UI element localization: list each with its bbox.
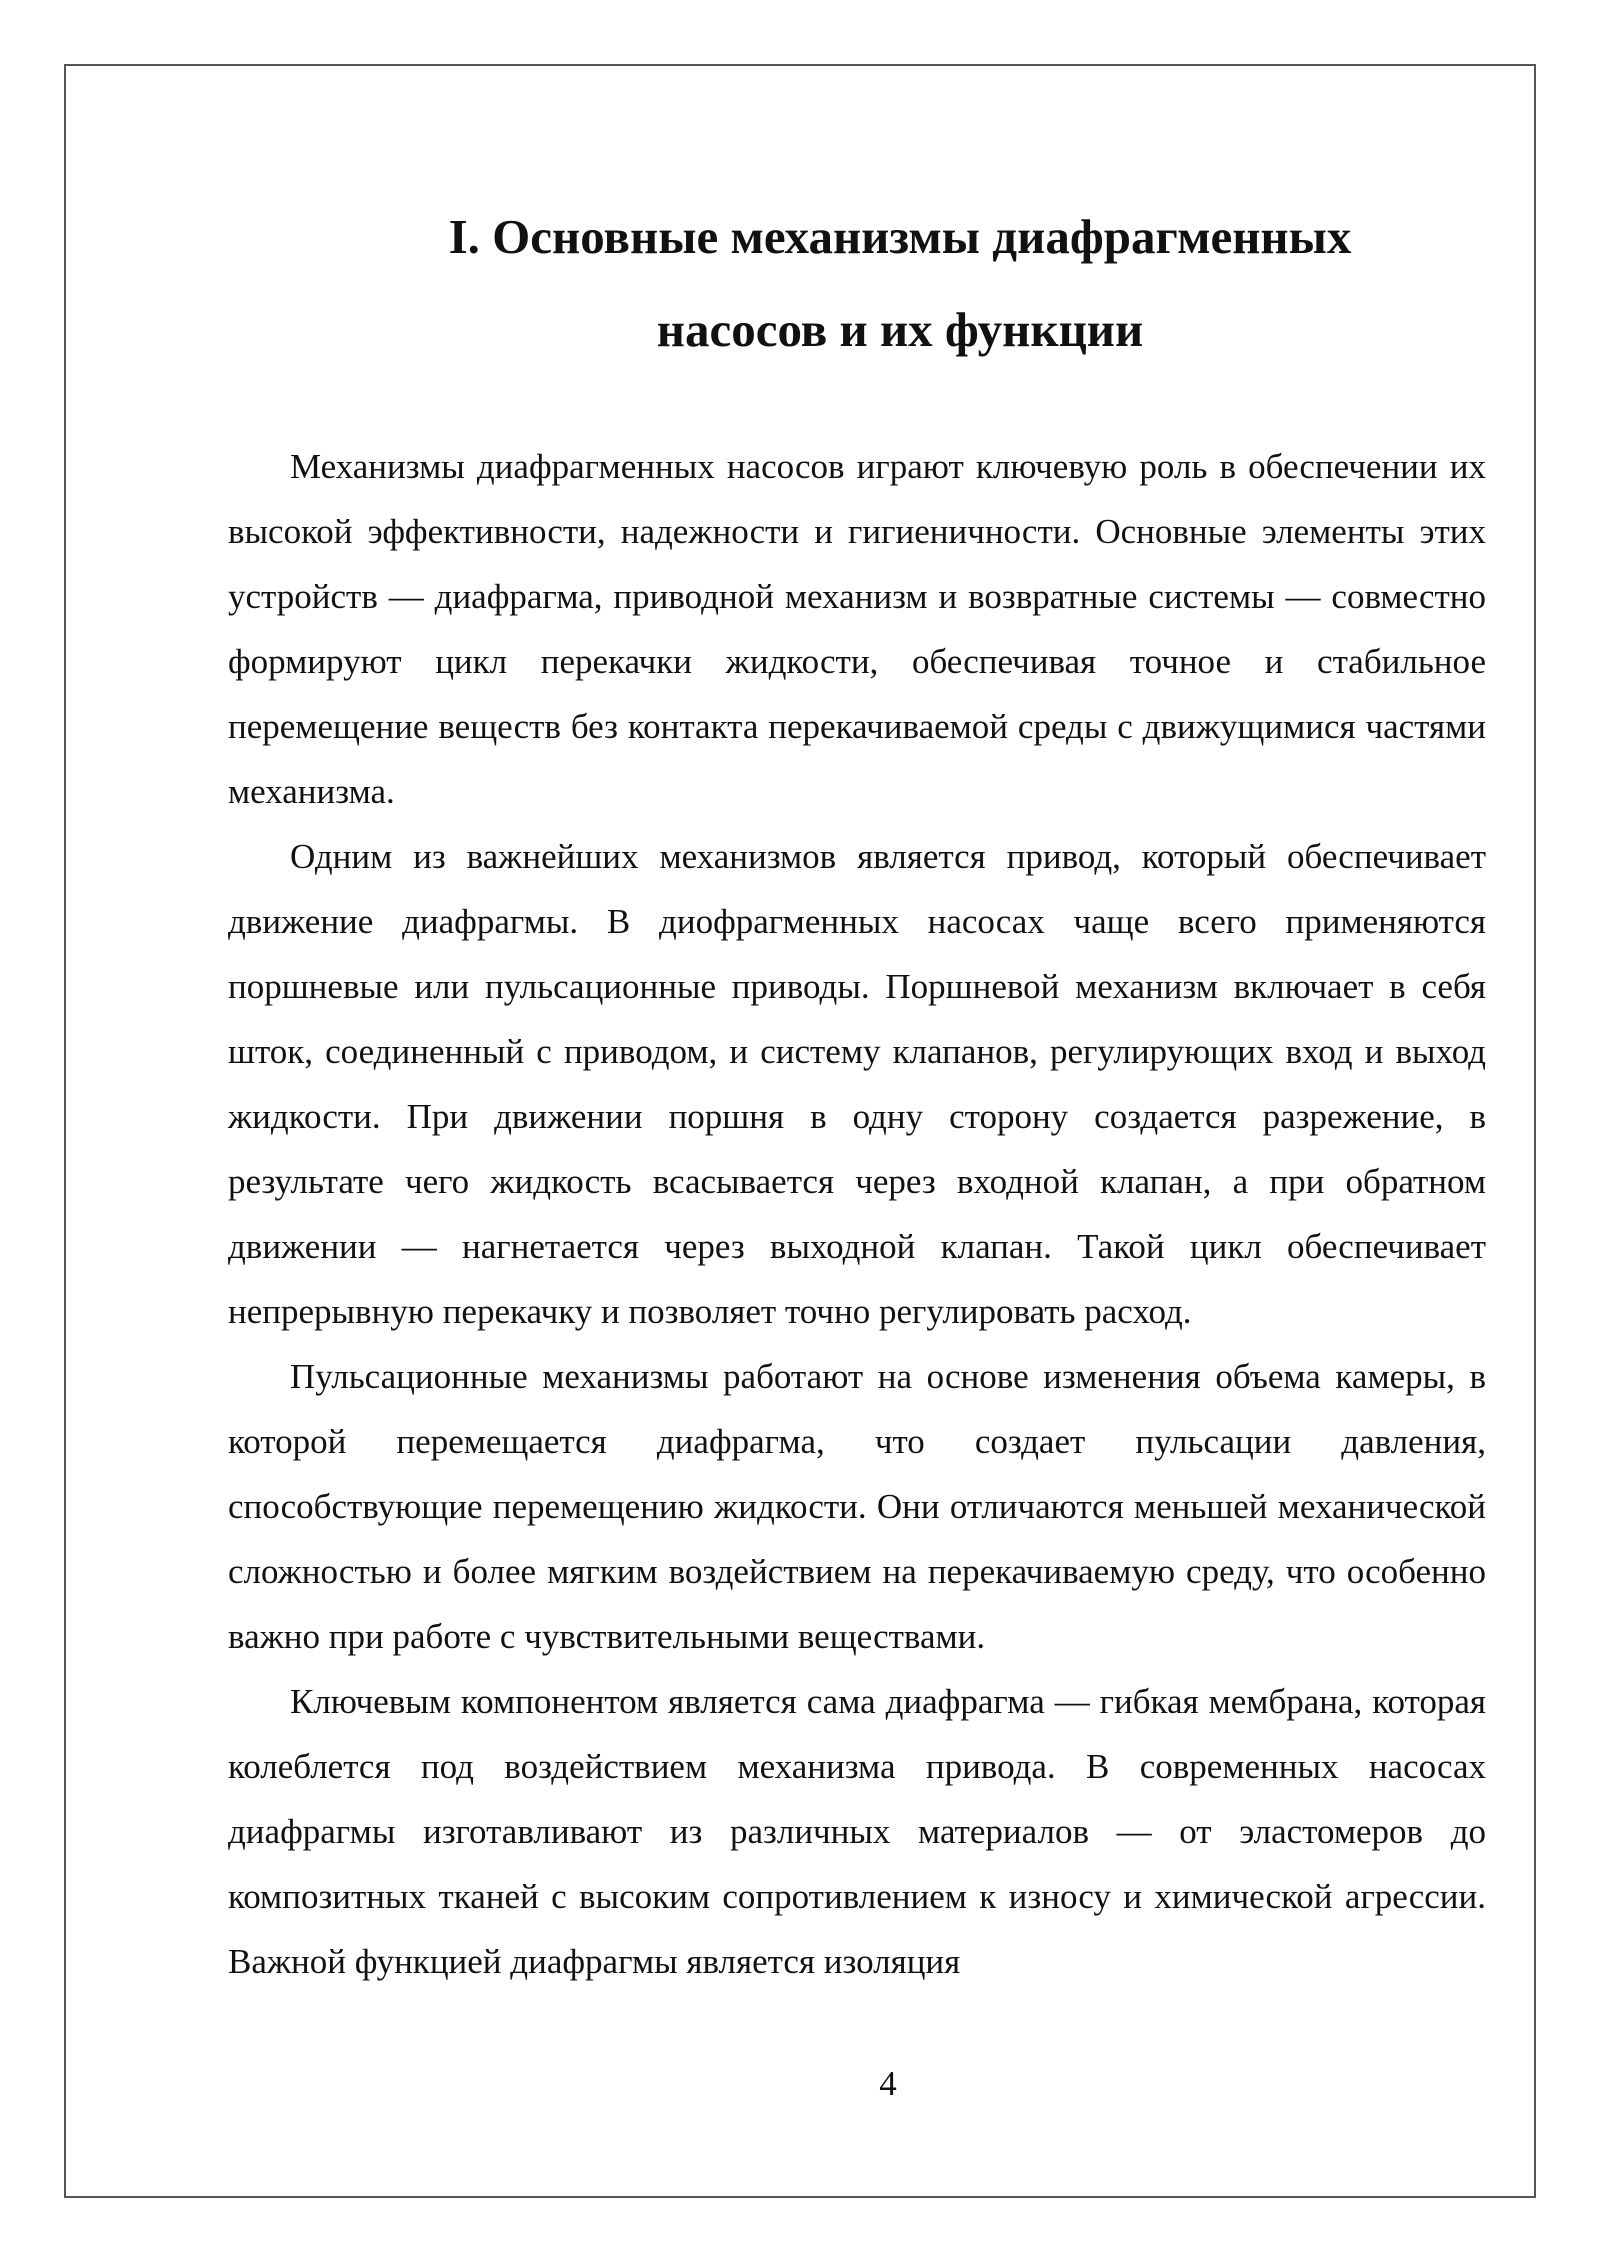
page-number: 4 bbox=[879, 2064, 897, 2103]
body-text bbox=[228, 434, 1486, 1994]
document-content bbox=[228, 190, 1486, 1994]
paragraph-2: Одним из важнейших механизмов является привод, который обеспечивает движение диафрагмы. В диофрагменных насосах чаще всего применяются поршневые или пульсационные приводы. Поршневой механизм включает в себя шток, соединенный с приводом, и систему клапанов, регулирующих вход и выход жидкости. При движении поршня в одну сторону создается разрежение, в результате чего жидкость всасывается через входной клапан, а при обратном движении — нагнетается через выходной клапан. Такой цикл обеспечивает непрерывную перекачку и позволяет точно регулировать расход. bbox=[228, 837, 1486, 1331]
heading-line-2: насосов и их функции bbox=[656, 302, 1144, 357]
section-heading bbox=[228, 190, 1486, 376]
paragraph-1: Механизмы диафрагменных насосов играют ключевую роль в обеспечении их высокой эффективности, надежности и гигиеничности. Основные элементы этих устройств — диафрагма, приводной механизм и возвратные системы — совместно формируют цикл перекачки жидкости, обеспечивая точное и стабильное перемещение веществ без контакта перекачиваемой среды с движущимися частями механизма. bbox=[228, 447, 1486, 811]
heading-line-1: I. Основные механизмы диафрагменных bbox=[448, 209, 1352, 264]
paragraph-4: Ключевым компонентом является сама диафрагма — гибкая мембрана, которая колеблется под воздействием механизма привода. В современных насосах диафрагмы изготавливают из различных материалов — от эластомеров до композитных тканей с высоким сопротивлением к износу и химической агрессии. Важной функцией диафрагмы является изоляция bbox=[228, 1682, 1486, 1981]
paragraph-3: Пульсационные механизмы работают на основе изменения объема камеры, в которой перемещается диафрагма, что создает пульсации давления, способствующие перемещению жидкости. Они отличаются меньшей механической сложностью и более мягким воздействием на перекачиваемую среду, что особенно важно при работе с чувствительными веществами. bbox=[228, 1357, 1486, 1656]
